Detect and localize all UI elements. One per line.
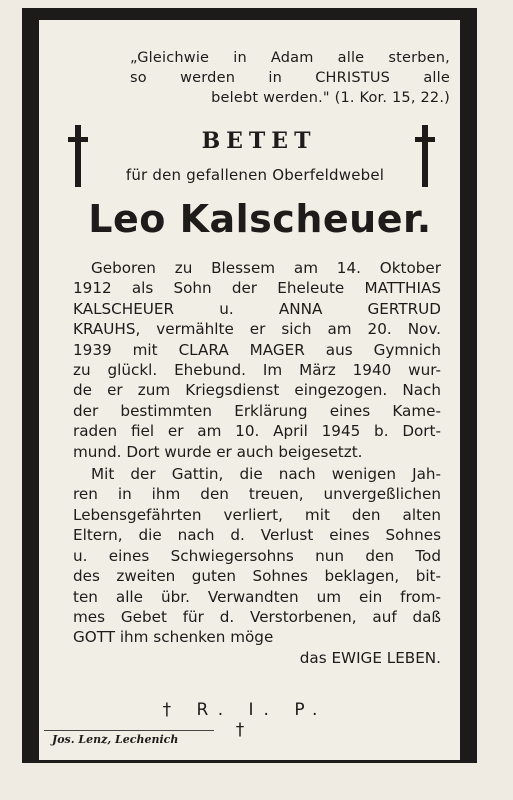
body-line: mes Gebet für d. Verstorbenen, auf daß: [73, 607, 441, 626]
body-line: Geboren zu Blessem am 14. Oktober: [91, 259, 441, 277]
printer-divider: [44, 730, 214, 731]
body-line: de er zum Kriegsdienst eingezogen. Nach: [73, 381, 441, 400]
quote-line-1: „Gleichwie in Adam alle sterben,: [130, 50, 450, 66]
body-line: Lebensgefährten verliert, mit den alten: [73, 505, 441, 524]
body-line: 1939 mit CLARA MAGER aus Gymnich: [73, 340, 441, 359]
subtitle: für den gefallenen Oberfeldwebel: [125, 166, 385, 184]
body-line: ten alle übr. Verwandten um ein from-: [73, 587, 441, 606]
body-line: Mit der Gattin, die nach wenigen Jah-: [91, 465, 441, 484]
printer-imprint: Jos. Lenz, Lechenich: [52, 733, 179, 746]
body-line: Eltern, die nach d. Verlust eines Sohnes: [73, 526, 441, 545]
body-line: mund. Dort wurde er auch beigesetzt.: [73, 442, 363, 461]
body-line: der bestimmten Erklärung eines Kame-: [73, 401, 441, 420]
body-line: das EWIGE LEBEN.: [299, 648, 441, 667]
quote-line-2: so werden in CHRISTUS alle: [130, 70, 450, 86]
bible-quote: [130, 48, 450, 108]
body-line: KRAUHS, vermählte er sich am 20. Nov.: [73, 320, 441, 339]
quote-line-3: belebt werden." (1. Kor. 15, 22.): [211, 90, 450, 106]
body-line: raden fiel er am 10. April 1945 b. Dort-: [73, 422, 441, 441]
body-line: u. eines Schwiegersohns nun den Tod: [73, 546, 441, 565]
body-line: zu glückl. Ehebund. Im März 1940 wur-: [73, 361, 441, 380]
body-line: GOTT ihm schenken möge: [73, 628, 274, 647]
heading-betet: BETET: [201, 128, 317, 154]
body-line: ren in ihm den treuen, unvergeßlichen: [73, 485, 441, 504]
biography-text: [73, 258, 441, 668]
rip-inscription: † R. I. P. †: [162, 700, 328, 740]
body-line: 1912 als Sohn der Eheleute MATTHIAS: [73, 279, 441, 298]
body-line: des zweiten guten Sohnes beklagen, bit-: [73, 567, 441, 586]
cross-icon-left: [68, 125, 88, 187]
deceased-name: Leo Kalscheuer.: [88, 197, 432, 241]
body-line: KALSCHEUER u. ANNA GERTRUD: [73, 299, 441, 318]
